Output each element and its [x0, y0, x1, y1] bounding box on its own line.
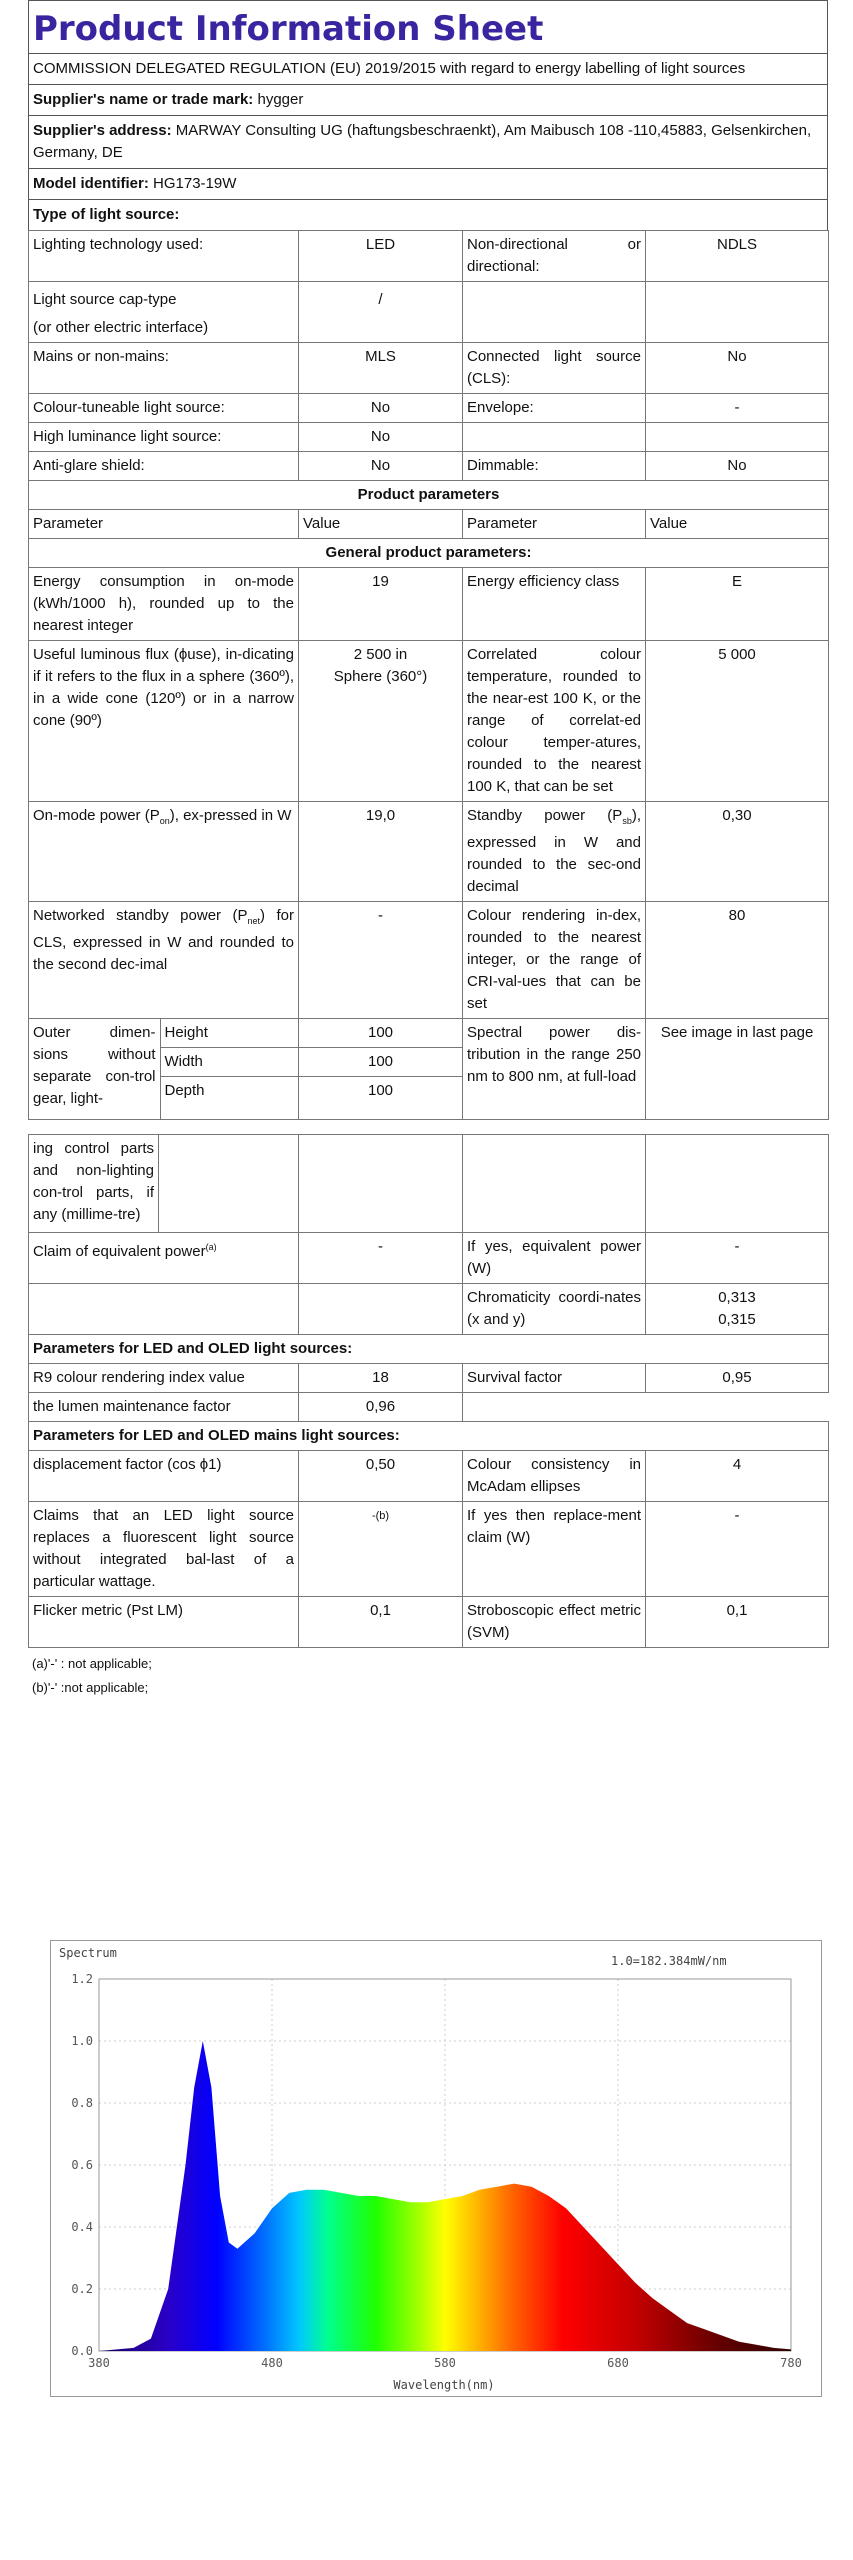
dimension-values [299, 1019, 463, 1120]
supplier-address-row [28, 115, 828, 168]
y-tick-label: 0.4 [71, 2220, 93, 2234]
dimmable-label: Dimmable: [463, 452, 646, 481]
supplier-address-label: Supplier's address: [33, 122, 172, 139]
general-params-heading: General product parameters: [29, 539, 829, 568]
footnotes [28, 1648, 828, 1704]
table-row [29, 568, 829, 641]
cri-value: 80 [646, 902, 829, 1019]
x-tick-label: 580 [434, 2356, 456, 2370]
empty-cell [299, 1135, 463, 1233]
led-mains-heading: Parameters for LED and OLED mains light sources: [29, 1422, 829, 1451]
displacement-value: 0,50 [299, 1451, 463, 1502]
supplier-name-value: hygger [257, 91, 304, 108]
onmode-value: 19,0 [299, 802, 463, 902]
empty-cell [646, 1135, 829, 1233]
model-value: HG173-19W [153, 175, 237, 192]
lumen-maint-label: the lumen maintenance factor [29, 1393, 299, 1422]
table-row [29, 1393, 829, 1422]
efficiency-class-label: Energy efficiency class [463, 568, 646, 641]
lighting-tech-value: LED [299, 231, 463, 282]
flicker-label: Flicker metric (Pst LM) [29, 1597, 299, 1648]
onmode-label-a: On-mode power (P [33, 807, 160, 824]
model-row [28, 168, 828, 199]
table-row [29, 1019, 829, 1120]
lighting-tech-label: Lighting technology used: [29, 231, 299, 282]
empty-cell [463, 423, 646, 452]
spd-label: Spectral power dis-tribution in the range 250 nm to 800 nm, at full-load [463, 1019, 646, 1120]
empty-cell [299, 1284, 463, 1335]
cri-label: Colour rendering in-dex, rounded to the nearest integer, or the range of CRI-val-ues that can be set [463, 902, 646, 1019]
directional-label: Non-directional or directional: [463, 231, 646, 282]
y-tick-label: 1.2 [71, 1972, 93, 1986]
survival-label: Survival factor [463, 1364, 646, 1393]
envelope-label: Envelope: [463, 394, 646, 423]
equiv-power-value: - [646, 1233, 829, 1284]
networked-label-b: ) for CLS, expressed in W and rounded to the second dec-imal [33, 907, 295, 973]
networked-label-sub: net [247, 916, 261, 926]
chroma-x: 0,313 [718, 1289, 756, 1306]
table-row [29, 902, 829, 1019]
table-row [29, 1451, 829, 1502]
spectrum-chart [50, 1940, 822, 2397]
colour-consistency-value: 4 [646, 1451, 829, 1502]
col-header-param: Parameter [29, 510, 299, 539]
dimensions-subtable [29, 1019, 298, 1119]
table-row [29, 394, 829, 423]
table-row [29, 343, 829, 394]
networked-label-a: Networked standby power (P [33, 907, 248, 924]
onmode-label [29, 802, 299, 902]
empty-cell [463, 282, 646, 343]
x-tick-label: 680 [607, 2356, 629, 2370]
model-label: Model identifier: [33, 175, 149, 192]
svm-value: 0,1 [646, 1597, 829, 1648]
cap-type-label [29, 282, 299, 343]
table-row [29, 1364, 829, 1393]
table-row [29, 1422, 829, 1451]
table-row [29, 1502, 829, 1597]
flux-value-a: 2 500 in [353, 646, 408, 663]
table-row [29, 282, 829, 343]
directional-value: NDLS [646, 231, 829, 282]
flicker-value: 0,1 [299, 1597, 463, 1648]
cct-value: 5 000 [646, 641, 829, 802]
table-header-row [29, 510, 829, 539]
footnote-a: (a)'-' : not applicable; [32, 1656, 152, 1671]
cap-type-label-a: Light source cap-type [33, 291, 177, 308]
chroma-label: Chromaticity coordi-nates (x and y) [463, 1284, 646, 1335]
cap-type-label-b: (or other electric interface) [33, 319, 209, 336]
product-parameters-heading: Product parameters [29, 481, 829, 510]
type-header [28, 199, 828, 230]
standby-label [463, 802, 646, 902]
mains-label: Mains or non-mains: [29, 343, 299, 394]
colour-tuneable-label: Colour-tuneable light source: [29, 394, 299, 423]
claim-label-text: Claim of equivalent power [33, 1243, 206, 1260]
flux-label: Useful luminous flux (ϕuse), in-dicating if it refers to the flux in a sphere (360º), in a wide cone (120º) or in a narrow cone (90º) [29, 641, 299, 802]
envelope-value: - [646, 394, 829, 423]
led-params-heading: Parameters for LED and OLED light sources: [29, 1335, 829, 1364]
height-value: 100 [299, 1019, 462, 1048]
cls-value: No [646, 343, 829, 394]
replacement-claim-value: - [646, 1502, 829, 1597]
empty-cell [463, 1393, 829, 1422]
depth-label: Depth [164, 1082, 205, 1099]
flux-value-b: Sphere (360°) [333, 668, 428, 685]
outer-dimensions-cont-cell [29, 1135, 299, 1233]
table-row [29, 1120, 829, 1135]
mains-value: MLS [299, 343, 463, 394]
displacement-label: displacement factor (cos ϕ1) [29, 1451, 299, 1502]
col-header-value: Value [299, 510, 463, 539]
anti-glare-label: Anti-glare shield: [29, 452, 299, 481]
width-value: 100 [299, 1048, 462, 1077]
supplier-name-label: Supplier's name or trade mark: [33, 91, 254, 108]
height-label: Height [160, 1019, 298, 1048]
empty-cell [463, 1135, 646, 1233]
x-tick-label: 780 [780, 2356, 802, 2370]
standby-label-a: Standby power (P [467, 807, 623, 824]
high-lum-value: No [299, 423, 463, 452]
width-label: Width [160, 1048, 298, 1077]
table-row [29, 1284, 829, 1335]
y-tick-label: 0.0 [71, 2344, 93, 2358]
colour-tuneable-value: No [299, 394, 463, 423]
table-row [29, 423, 829, 452]
y-tick-label: 0.6 [71, 2158, 93, 2172]
empty-cell [29, 1284, 299, 1335]
product-information-sheet [28, 0, 828, 1704]
y-tick-label: 0.8 [71, 2096, 93, 2110]
spd-value: See image in last page [646, 1019, 829, 1120]
standby-label-sub: sb [622, 816, 632, 826]
chroma-y: 0,315 [718, 1311, 756, 1328]
x-tick-label: 380 [88, 2356, 110, 2370]
replacement-claim-label: If yes then replace-ment claim (W) [463, 1502, 646, 1597]
networked-label [29, 902, 299, 1019]
claims-led-value: -(b) [299, 1502, 463, 1597]
onmode-label-sub: on [159, 816, 170, 826]
col-header-param2: Parameter [463, 510, 646, 539]
anti-glare-value: No [299, 452, 463, 481]
spectrum-svg [51, 1941, 821, 2396]
table-row [29, 1597, 829, 1648]
table-row [29, 231, 829, 282]
svm-label: Stroboscopic effect metric (SVM) [463, 1597, 646, 1648]
claim-label [29, 1233, 299, 1284]
empty-cell [646, 282, 829, 343]
energy-value: 19 [299, 568, 463, 641]
empty-cell [646, 423, 829, 452]
type-label: Type of light source: [33, 206, 180, 223]
flux-value [299, 641, 463, 802]
equiv-power-label: If yes, equivalent power (W) [463, 1233, 646, 1284]
y-tick-label: 0.2 [71, 2282, 93, 2296]
y-tick-label: 1.0 [71, 2034, 93, 2048]
onmode-label-b: ), ex-pressed in W [169, 807, 292, 824]
claim-value: - [299, 1233, 463, 1284]
footnote-b: (b)'-' :not applicable; [32, 1680, 149, 1695]
depth-value: 100 [367, 1082, 394, 1099]
table-row [29, 802, 829, 902]
energy-label: Energy consumption in on-mode (kWh/1000 h), rounded up to the nearest integer [29, 568, 299, 641]
chart-title: Spectrum [59, 1946, 117, 1960]
networked-value: - [299, 902, 463, 1019]
table-row [29, 1335, 829, 1364]
supplier-address-value: MARWAY Consulting UG (haftungsbeschraenkt), Am Maibusch 108 -110,45883, Gelsenkirchen, Germany, DE [33, 122, 812, 161]
colour-consistency-label: Colour consistency in McAdam ellipses [463, 1451, 646, 1502]
x-axis-label: Wavelength(nm) [393, 2378, 495, 2392]
table-row [29, 452, 829, 481]
page-gap [29, 1120, 829, 1135]
cct-label: Correlated colour temperature, rounded to the near-est 100 K, or the range of correlat-ed colour temper-atures, rounded to the nearest 100 K, that can be set [463, 641, 646, 802]
outer-dimensions-cont: ing control parts and non-lighting con-trol parts, if any (millime-tre) [29, 1135, 159, 1232]
dimmable-value: No [646, 452, 829, 481]
chart-annotation: 1.0=182.384mW/nm [611, 1954, 727, 1968]
table-row [29, 481, 829, 510]
chroma-value [646, 1284, 829, 1335]
high-lum-label: High luminance light source: [29, 423, 299, 452]
outer-dimensions-cell [29, 1019, 299, 1120]
outer-dimensions-label: Outer dimen-sions without separate con-trol gear, light- [29, 1019, 160, 1119]
page-title: Product Information Sheet [28, 0, 828, 53]
lumen-maint-value: 0,96 [299, 1393, 463, 1422]
parameters-table [28, 230, 829, 1648]
col-header-value2: Value [646, 510, 829, 539]
supplier-name-row [28, 84, 828, 115]
table-row [29, 539, 829, 568]
table-row [29, 1233, 829, 1284]
x-tick-label: 480 [261, 2356, 283, 2370]
efficiency-class-value: E [646, 568, 829, 641]
standby-value: 0,30 [646, 802, 829, 902]
cap-type-value: / [299, 282, 463, 343]
survival-value: 0,95 [646, 1364, 829, 1393]
r9-value: 18 [299, 1364, 463, 1393]
standby-label-b: ), expressed in W and rounded to the sec-ond decimal [467, 807, 641, 895]
r9-label: R9 colour rendering index value [29, 1364, 299, 1393]
regulation-text: COMMISSION DELEGATED REGULATION (EU) 2019/2015 with regard to energy labelling of light sources [28, 53, 828, 84]
table-row [29, 641, 829, 802]
table-row [29, 1135, 829, 1233]
claim-label-sup: (a) [205, 1242, 217, 1252]
claims-led-label: Claims that an LED light source replaces a fluorescent light source without integrated bal-last of a particular wattage. [29, 1502, 299, 1597]
cls-label: Connected light source (CLS): [463, 343, 646, 394]
